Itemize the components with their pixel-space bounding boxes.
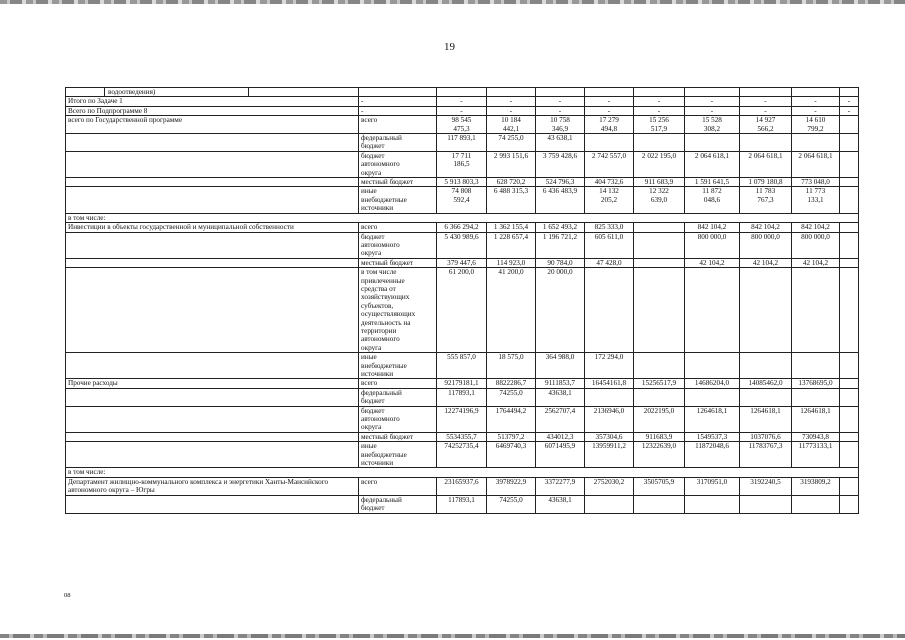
amount-cell: 42 104,2 [685, 258, 740, 267]
funding-source: бюджет автономного округа [359, 406, 437, 432]
amount-cell: - [792, 106, 840, 115]
budget-table [65, 87, 859, 514]
row-name [66, 232, 359, 258]
funding-source: всего [359, 379, 437, 388]
table-row [66, 116, 859, 134]
amount-cell: 628 720,2 [487, 178, 536, 187]
funding-source: всего [359, 223, 437, 232]
amount-cell: 117893,1 [437, 388, 487, 406]
scan-edge-top [0, 0, 905, 4]
amount-cell: 3170951,0 [685, 477, 740, 495]
amount-cell: 2 064 618,1 [792, 151, 840, 177]
amount-cell [792, 353, 840, 379]
amount-cell: 11 872 048,6 [685, 187, 740, 213]
amount-cell: 842 104,2 [740, 223, 792, 232]
amount-cell: 117 893,1 [437, 134, 487, 152]
amount-cell [840, 406, 859, 432]
amount-cell: 5 913 803,3 [437, 178, 487, 187]
amount-cell [740, 495, 792, 513]
row-name [66, 258, 359, 267]
scan-edge-bottom [0, 634, 905, 638]
amount-cell [634, 88, 685, 97]
table-row [66, 406, 859, 432]
amount-cell: 10 758 346,9 [536, 116, 585, 134]
amount-cell: 1764494,2 [487, 406, 536, 432]
amount-cell [792, 134, 840, 152]
amount-cell [585, 268, 634, 353]
funding-source: бюджет автономного округа [359, 232, 437, 258]
row-name [66, 432, 359, 441]
amount-cell: 15 528 308,2 [685, 116, 740, 134]
amount-cell [634, 258, 685, 267]
budget-table-body [66, 88, 859, 514]
amount-cell [840, 353, 859, 379]
table-row [66, 268, 859, 353]
amount-cell: 15256517,9 [634, 379, 685, 388]
table-row [66, 134, 859, 152]
funding-source [359, 88, 437, 97]
amount-cell: - [740, 106, 792, 115]
amount-cell [685, 88, 740, 97]
amount-cell: 13959911,2 [585, 442, 634, 468]
table-row [66, 223, 859, 232]
amount-cell [840, 178, 859, 187]
amount-cell: 43638,1 [536, 495, 585, 513]
amount-cell: 15 256 517,9 [634, 116, 685, 134]
amount-cell: 2562707,4 [536, 406, 585, 432]
amount-cell: 605 611,0 [585, 232, 634, 258]
amount-cell: 74252735,4 [437, 442, 487, 468]
table-row [66, 258, 859, 267]
amount-cell: 842 104,2 [792, 223, 840, 232]
row-name [66, 388, 359, 406]
amount-cell: 773 048,0 [792, 178, 840, 187]
row-name [66, 134, 359, 152]
amount-cell [685, 353, 740, 379]
amount-cell [840, 88, 859, 97]
footer-mark: 08 [64, 592, 71, 599]
row-name [66, 406, 359, 432]
table-row [66, 379, 859, 388]
amount-cell: 911 683,9 [634, 178, 685, 187]
row-name: Итого по Задаче 1 [66, 97, 359, 106]
amount-cell: 842 104,2 [685, 223, 740, 232]
amount-cell [840, 151, 859, 177]
amount-cell: 3193809,2 [792, 477, 840, 495]
amount-cell [536, 88, 585, 97]
table-row [66, 353, 859, 379]
funding-source: иные внебюджетные источники [359, 442, 437, 468]
table-row [66, 88, 859, 97]
funding-source: федеральный бюджет [359, 134, 437, 152]
funding-source: иные внебюджетные источники [359, 187, 437, 213]
row-name [66, 495, 359, 513]
amount-cell: 92179181,1 [437, 379, 487, 388]
amount-cell: 3192240,5 [740, 477, 792, 495]
amount-cell: 42 104,2 [740, 258, 792, 267]
amount-cell: 2752030,2 [585, 477, 634, 495]
table-row [66, 187, 859, 213]
row-name [66, 353, 359, 379]
amount-cell: 43638,1 [536, 388, 585, 406]
amount-cell [840, 432, 859, 441]
amount-cell: 2 064 618,1 [685, 151, 740, 177]
amount-cell [634, 268, 685, 353]
amount-cell: 18 575,0 [487, 353, 536, 379]
amount-cell: 3505705,9 [634, 477, 685, 495]
page-number: 19 [444, 41, 455, 53]
funding-source: - [359, 106, 437, 115]
amount-cell: 20 000,0 [536, 268, 585, 353]
amount-cell: - [634, 97, 685, 106]
amount-cell [840, 442, 859, 468]
amount-cell [840, 187, 859, 213]
amount-cell [740, 134, 792, 152]
amount-cell: 5534355,7 [437, 432, 487, 441]
row-name: Всего по Подпрограмме 8 [66, 106, 359, 115]
row-name [66, 442, 359, 468]
amount-cell: 11783767,3 [740, 442, 792, 468]
amount-cell: - [487, 106, 536, 115]
amount-cell: 11872048,6 [685, 442, 740, 468]
amount-cell: 14 132 205,2 [585, 187, 634, 213]
funding-source: бюджет автономного округа [359, 151, 437, 177]
funding-source: местный бюджет [359, 178, 437, 187]
amount-cell: 730943,8 [792, 432, 840, 441]
amount-cell [585, 134, 634, 152]
amount-cell: 2 993 151,6 [487, 151, 536, 177]
section-label: в том числе: [66, 213, 859, 222]
table-row [66, 106, 859, 115]
table-row [66, 151, 859, 177]
amount-cell: 2 742 557,0 [585, 151, 634, 177]
amount-cell: 800 000,0 [685, 232, 740, 258]
amount-cell: 6 436 483,9 [536, 187, 585, 213]
amount-cell [740, 388, 792, 406]
amount-cell [487, 88, 536, 97]
amount-cell [740, 88, 792, 97]
amount-cell: 379 447,6 [437, 258, 487, 267]
amount-cell: 3 759 428,6 [536, 151, 585, 177]
amount-cell: 6 366 294,2 [437, 223, 487, 232]
amount-cell [634, 495, 685, 513]
row-name: всего по Государственной программе [66, 116, 359, 134]
funding-source: всего [359, 477, 437, 495]
amount-cell: 524 796,3 [536, 178, 585, 187]
amount-cell: 16454161,8 [585, 379, 634, 388]
amount-cell: 1 228 657,4 [487, 232, 536, 258]
amount-cell: 357304,6 [585, 432, 634, 441]
amount-cell: 12 322 639,0 [634, 187, 685, 213]
amount-cell: 23165937,6 [437, 477, 487, 495]
amount-cell: 14 610 799,2 [792, 116, 840, 134]
amount-cell: - [685, 106, 740, 115]
amount-cell [840, 477, 859, 495]
row-name: Департамент жилищно-коммунального комплекса и энергетики Ханты-Мансийского автономного округа – Югры [66, 477, 359, 495]
row-name-continuation: водоотведения) [104, 88, 249, 96]
amount-cell [585, 388, 634, 406]
table-row [66, 232, 859, 258]
amount-cell: - [437, 106, 487, 115]
amount-cell: 14 927 566,2 [740, 116, 792, 134]
amount-cell [740, 268, 792, 353]
amount-cell: - [487, 97, 536, 106]
amount-cell: - [740, 97, 792, 106]
amount-cell [634, 134, 685, 152]
amount-cell: 43 638,1 [536, 134, 585, 152]
amount-cell: 800 000,0 [740, 232, 792, 258]
amount-cell: 8822286,7 [487, 379, 536, 388]
amount-cell: 434012,3 [536, 432, 585, 441]
amount-cell: 42 104,2 [792, 258, 840, 267]
amount-cell: 1549537,3 [685, 432, 740, 441]
amount-cell: 2022195,0 [634, 406, 685, 432]
amount-cell: - [585, 106, 634, 115]
amount-cell: 14085462,0 [740, 379, 792, 388]
amount-cell [685, 134, 740, 152]
amount-cell [840, 223, 859, 232]
table-row [66, 97, 859, 106]
funding-source: - [359, 97, 437, 106]
amount-cell: 1264618,1 [685, 406, 740, 432]
amount-cell: 6469740,3 [487, 442, 536, 468]
amount-cell: 1 652 493,2 [536, 223, 585, 232]
amount-cell: 41 200,0 [487, 268, 536, 353]
table-row [66, 495, 859, 513]
amount-cell: 9111853,7 [536, 379, 585, 388]
amount-cell: 61 200,0 [437, 268, 487, 353]
table-row [66, 442, 859, 468]
row-name: Инвестиции в объекты государственной и муниципальной собственности [66, 223, 359, 232]
amount-cell: - [685, 97, 740, 106]
amount-cell: 10 184 442,1 [487, 116, 536, 134]
amount-cell [792, 388, 840, 406]
amount-cell [437, 88, 487, 97]
funding-source: всего [359, 116, 437, 134]
funding-source: в том числе привлеченные средства от хозяйствующих субъектов, осуществляющих деятельность на территории автономного округа [359, 268, 437, 353]
amount-cell: 1264618,1 [792, 406, 840, 432]
row-name [66, 151, 359, 177]
amount-cell [840, 116, 859, 134]
amount-cell: - [536, 106, 585, 115]
amount-cell: 1 196 721,2 [536, 232, 585, 258]
amount-cell: 11 783 767,3 [740, 187, 792, 213]
amount-cell: 11 773 133,1 [792, 187, 840, 213]
amount-cell [585, 495, 634, 513]
amount-cell: 172 294,0 [585, 353, 634, 379]
amount-cell: 3372277,9 [536, 477, 585, 495]
row-name [66, 178, 359, 187]
amount-cell: 555 857,0 [437, 353, 487, 379]
table-row [66, 178, 859, 187]
amount-cell: - [634, 106, 685, 115]
amount-cell [685, 268, 740, 353]
amount-cell [840, 268, 859, 353]
table-row [66, 388, 859, 406]
funding-source: иные внебюджетные источники [359, 353, 437, 379]
amount-cell: 911683,9 [634, 432, 685, 441]
amount-cell: 1264618,1 [740, 406, 792, 432]
row-name [66, 187, 359, 213]
amount-cell [634, 388, 685, 406]
amount-cell: 1037076,6 [740, 432, 792, 441]
amount-cell [840, 258, 859, 267]
amount-cell [840, 388, 859, 406]
amount-cell: 14686204,0 [685, 379, 740, 388]
amount-cell [585, 88, 634, 97]
amount-cell: 47 428,0 [585, 258, 634, 267]
row-name [66, 88, 359, 97]
amount-cell: 2 064 618,1 [740, 151, 792, 177]
amount-cell: 1 362 155,4 [487, 223, 536, 232]
amount-cell: 800 000,0 [792, 232, 840, 258]
amount-cell [685, 495, 740, 513]
amount-cell: - [792, 97, 840, 106]
amount-cell: 74 255,0 [487, 134, 536, 152]
amount-cell [792, 88, 840, 97]
amount-cell: 90 784,0 [536, 258, 585, 267]
amount-cell [634, 232, 685, 258]
amount-cell: 11773133,1 [792, 442, 840, 468]
amount-cell: 74255,0 [487, 388, 536, 406]
amount-cell: 98 545 475,3 [437, 116, 487, 134]
amount-cell [792, 495, 840, 513]
amount-cell [840, 495, 859, 513]
amount-cell: 825 333,0 [585, 223, 634, 232]
amount-cell: 12274196,9 [437, 406, 487, 432]
table-row [66, 432, 859, 441]
funding-source: местный бюджет [359, 432, 437, 441]
row-name [66, 268, 359, 353]
amount-cell: - [585, 97, 634, 106]
amount-cell [685, 388, 740, 406]
amount-cell: 513797,2 [487, 432, 536, 441]
amount-cell: 364 988,0 [536, 353, 585, 379]
amount-cell: 17 279 494,8 [585, 116, 634, 134]
table-row [66, 213, 859, 222]
amount-cell [840, 232, 859, 258]
amount-cell [840, 134, 859, 152]
table-row [66, 477, 859, 495]
amount-cell: 2136946,0 [585, 406, 634, 432]
amount-cell: - [437, 97, 487, 106]
table-row [66, 468, 859, 477]
amount-cell [792, 268, 840, 353]
row-name: Прочие расходы [66, 379, 359, 388]
funding-source: федеральный бюджет [359, 388, 437, 406]
amount-cell: 74 808 592,4 [437, 187, 487, 213]
amount-cell: 114 923,0 [487, 258, 536, 267]
amount-cell [634, 223, 685, 232]
amount-cell [840, 379, 859, 388]
amount-cell: 12322639,0 [634, 442, 685, 468]
amount-cell: - [840, 97, 859, 106]
amount-cell: - [840, 106, 859, 115]
amount-cell: 6 488 315,3 [487, 187, 536, 213]
funding-source: федеральный бюджет [359, 495, 437, 513]
amount-cell: 3978922,9 [487, 477, 536, 495]
amount-cell [634, 353, 685, 379]
amount-cell: 5 430 989,6 [437, 232, 487, 258]
amount-cell: - [536, 97, 585, 106]
amount-cell: 17 711 186,5 [437, 151, 487, 177]
amount-cell: 74255,0 [487, 495, 536, 513]
section-label: в том числе: [66, 468, 859, 477]
amount-cell: 117893,1 [437, 495, 487, 513]
amount-cell: 13768695,0 [792, 379, 840, 388]
amount-cell: 1 591 641,5 [685, 178, 740, 187]
amount-cell [740, 353, 792, 379]
amount-cell: 6071495,9 [536, 442, 585, 468]
amount-cell: 404 732,6 [585, 178, 634, 187]
amount-cell: 2 022 195,0 [634, 151, 685, 177]
amount-cell: 1 079 180,8 [740, 178, 792, 187]
funding-source: местный бюджет [359, 258, 437, 267]
